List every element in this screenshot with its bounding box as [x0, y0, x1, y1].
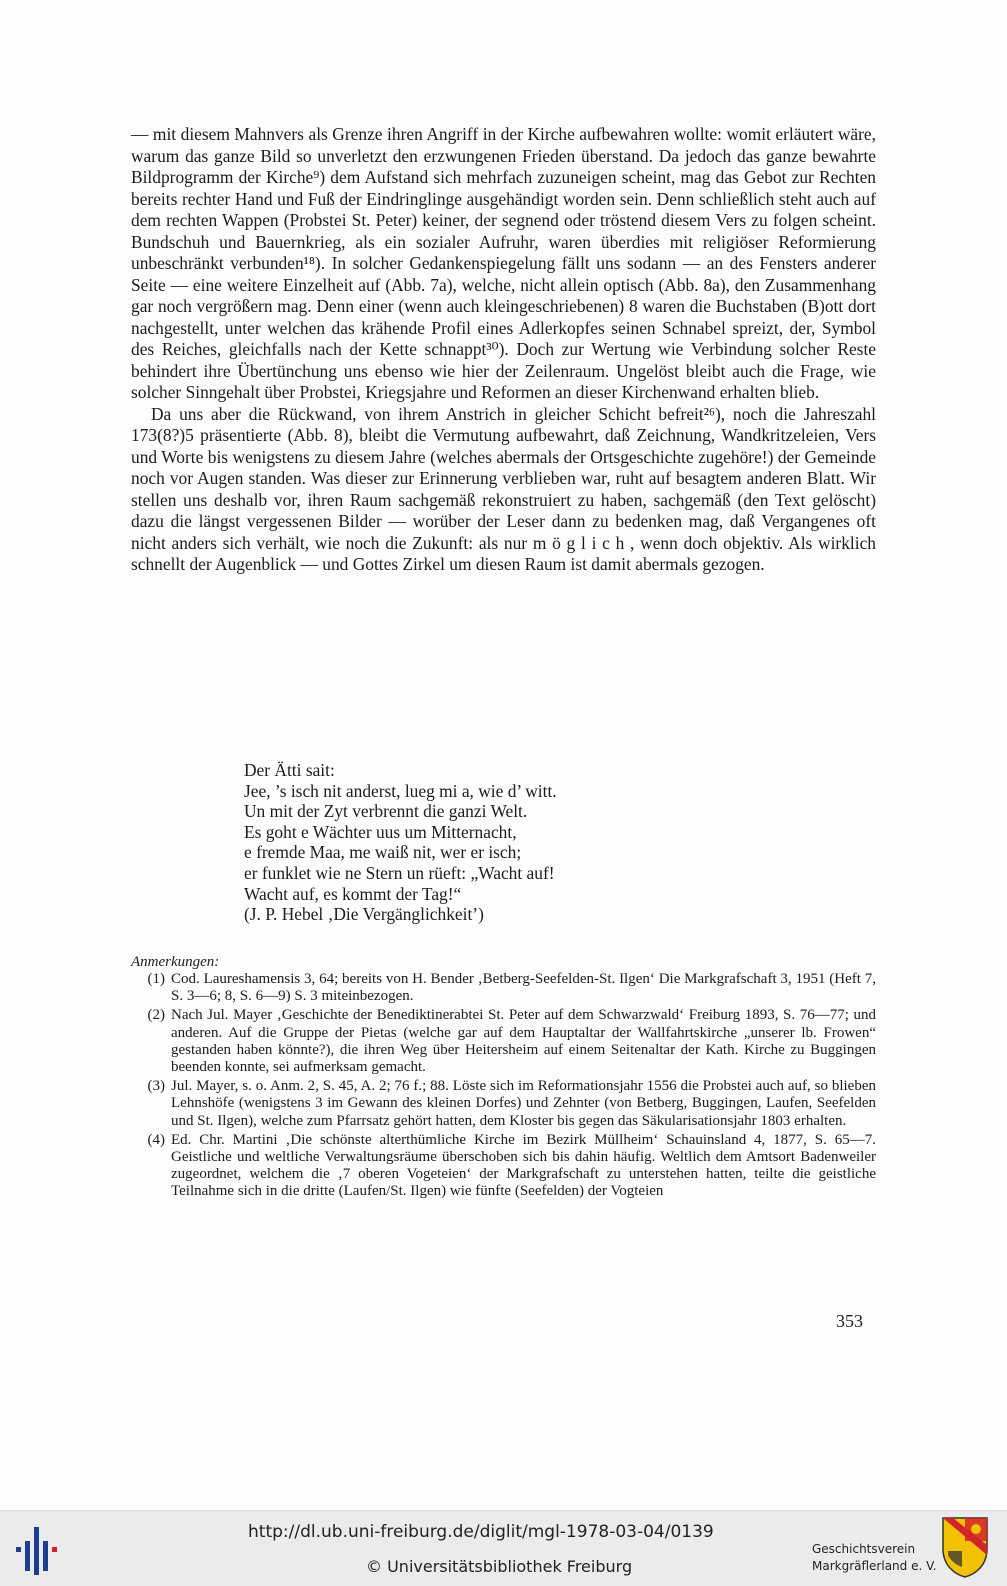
footnote-text: Cod. Laureshamensis 3, 64; bereits von H. Bender ‚Betberg-Seefelden-St. Ilgen‘ Die Markgrafschaft 3, 1951 (Heft 7, S. 3—6; 8, S. 6—9) S. 3 miteinbezogen.	[171, 971, 876, 1005]
poem-line: Jee, ’s isch nit anderst, lueg mi a, wie d’ witt.	[244, 780, 557, 801]
body-text	[131, 124, 876, 576]
footnote-number: (1)	[147, 971, 165, 987]
footnote	[131, 1132, 876, 1201]
poem-line: Un mit der Zyt verbrennt die ganzi Welt.	[244, 801, 528, 822]
poem-line: er funklet wie ne Stern un rüeft: „Wacht auf!	[244, 862, 555, 883]
poem-quote	[244, 760, 557, 925]
paragraph-2: Da uns aber die Rückwand, von ihrem Anstrich in gleicher Schicht befreit²⁶), noch die Jahreszahl 173(8?)5 präsentierte (Abb. 8), bleibt die Vermutung aufbewahrt, daß Zeichnung, Wandkritzeleien, Vers und Worte bis wenigstens zu diesem Jahre (welches abermals der Ortsgeschichte zugehöre!) der Gemeinde noch vor Augen standen. Was dieser zur Erinnerung verblieben war, ruht auf besagtem anderen Blatt. Wir stellen uns deshalb vor, ihren Raum sachgemäß rekonstruiert zu haben, sachgemäß (den Text gelöscht) dazu die längst vergessenen Bilder — worüber der Leser dann zu bedenken mag, daß Vergangenes oft nicht anders sich verhält, wie noch die Zukunft: als nur m ö g l i c h , wenn doch objektiv. Als wirklich schnellt der Augenblick — und Gottes Zirkel um diesen Raum ist damit abermals gezogen.	[131, 403, 876, 574]
notes-heading: Anmerkungen:	[131, 954, 220, 970]
copyright-text: © Universitätsbibliothek Freiburg	[366, 1557, 633, 1576]
footnote-text: Ed. Chr. Martini ‚Die schönste alterthümliche Kirche im Bezirk Müllheim‘ Schauinsland 4, 1877, S. 65—7. Geistliche und weltliche Verwaltungsräume überschoben sich bis dahin häufig. Weltlich dem Amtsort Badenweiler zugeordnet, welchem die ‚7 oberen Vogeteien‘ der Markgrafschaft zu unterstehen hatten, teilte die geistliche Teilnahme sich in die dritte (Laufen/St. Ilgen) wie fünfte (Seefelden) der Vogteien	[171, 1131, 876, 1200]
society-line: Geschichtsverein	[812, 1542, 916, 1556]
footnote-text: Jul. Mayer, s. o. Anm. 2, S. 45, A. 2; 76 f.; 88. Löste sich im Reformationsjahr 1556 die Probstei auch auf, so blieben Lehnshöfe (wenigstens 3 im Gewann des kleinen Dorfes) und Zehnter (von Betberg, Buggingen, Laufen, Seefelden und St. Ilgen), welche zum Pfarrsatz gehört hatten, dem Kloster bis gegen das Säkularisationsjahr 1803 erhalten.	[171, 1078, 876, 1129]
footnote-number: (4)	[147, 1131, 165, 1148]
footnote	[131, 971, 876, 1005]
poem-line: Wacht auf, es kommt der Tag!“	[244, 883, 462, 904]
page-number: 353	[836, 1311, 863, 1331]
paragraph-1: — mit diesem Mahnvers als Grenze ihren Angriff in der Kirche aufbewahren wollte: womit erläutert wäre, warum das ganze Bild so unverletzt den erzwungenen Frieden überstand. Da jedoch das ganze bewahrte Bildprogramm der Kirche⁹) dem Aufstand sich mehrfach zuzuneigen scheint, mag das Gebot zur Rechten bereits rechter Hand und Fuß der Eindringlinge ausgehändigt worden sein. Denn schließlich steht auch auf dem rechten Wappen (Probstei St. Peter) keiner, der segnend oder tröstend diesem Vers zu folgen scheint. Bundschuh und Bauernkrieg, als ein sozialer Aufruhr, waren überdies mit religiöser Reformierung unbeschränkt verbunden¹⁸). In solcher Gedankenspiegelung fällt uns sodann — an des Fensters anderer Seite — eine weitere Einzelheit auf (Abb. 7a), welche, nicht allein optisch (Abb. 8a), den Zusammenhang gar noch vergrößern mag. Denn einer (wenn auch kleingeschriebenen) 8 waren die Buchstaben (B)ott dort nachgestellt, unter welchen das krähende Profil eines Adlerkopfes seinen Schnabel spreizt, der, Symbol des Reiches, gleichfalls nach der Kette schnappt³⁰). Doch zur Wertung wie Verbindung solcher Reste behindert ihre Übertünchung uns ebenso wie hier der Zeilenraum. Ungelöst bleibt auch die Frage, wie solcher Sinngehalt über Probstei, Kriegsjahre und Reformen an dieser Kirchenwand erhalten blieb.	[131, 124, 876, 402]
poem-attribution: (J. P. Hebel ‚Die Vergänglichkeit’)	[244, 904, 484, 925]
viewer-footer	[0, 1510, 1007, 1586]
footnote	[131, 1007, 876, 1076]
footnote-number: (3)	[147, 1078, 165, 1095]
library-logo-icon	[10, 1523, 64, 1577]
footnote-text: Nach Jul. Mayer ‚Geschichte der Benediktinerabtei St. Peter auf dem Schwarzwald‘ Freiburg 1893, S. 76—77; und anderen. Auf die Gruppe der Pietas (welche gar auf dem Hauptaltar der Wallfahrtskirche „unserer lb. Frowen“ gestanden haben könnte?), die ihren Weg über Heitersheim auf einem Seitenaltar der Kath. Kirche zu Buggingen beenden konnte, sei aufmerksam gemacht.	[171, 1007, 876, 1076]
society-name	[812, 1541, 937, 1575]
poem-line: e fremde Maa, me waiß nit, wer er isch;	[244, 842, 522, 863]
footnote	[131, 1078, 876, 1130]
permalink-link[interactable]: http://dl.ub.uni-freiburg.de/diglit/mgl-1978-03-04/0139	[248, 1522, 714, 1542]
footnote-number: (2)	[147, 1007, 165, 1024]
coat-of-arms-icon	[940, 1515, 990, 1579]
footnotes	[131, 971, 876, 1203]
society-line: Markgräflerland e. V.	[812, 1559, 937, 1573]
poem-line: Der Ätti sait:	[244, 760, 335, 780]
poem-line: Es goht e Wächter uus um Mitternacht,	[244, 821, 517, 842]
